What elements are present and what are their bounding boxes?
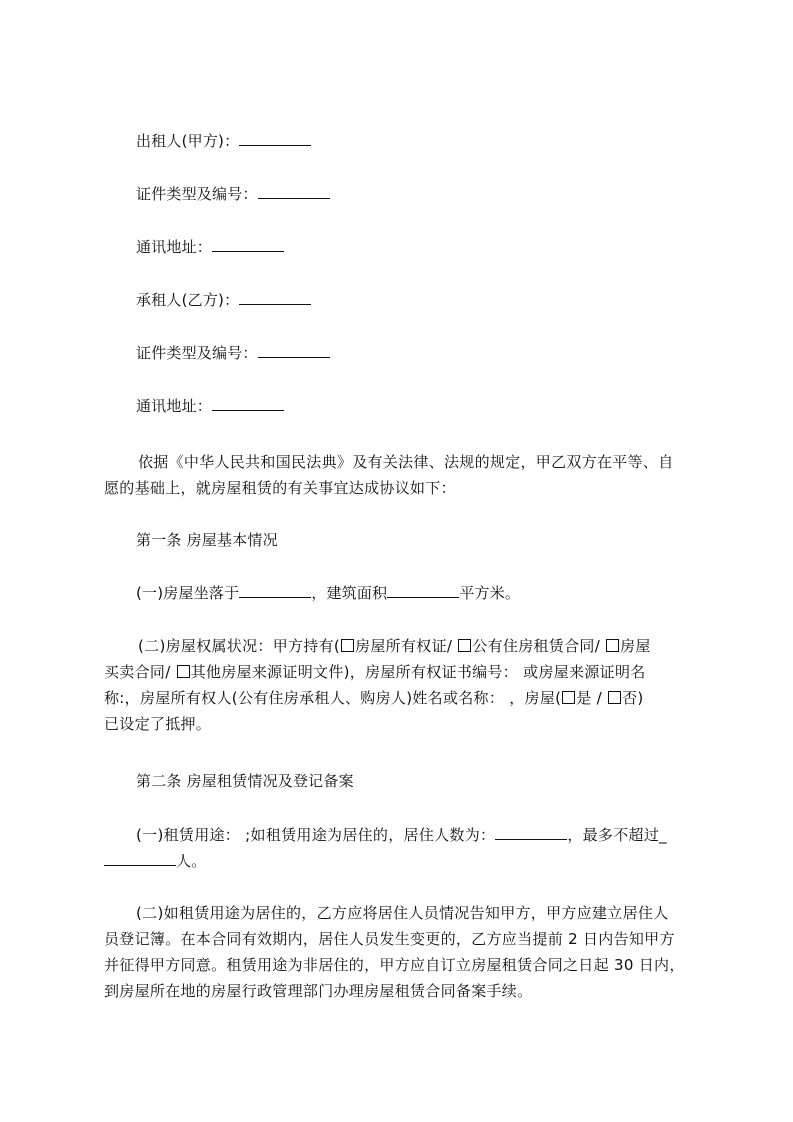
resident-count-blank[interactable] — [495, 825, 567, 840]
lessor-label: 出租人(甲方)： — [136, 132, 240, 150]
checkbox-mortgage-no[interactable] — [608, 691, 621, 704]
intro-line-1: 依据《中华人民共和国民法典》及有关法律、法规的规定，甲乙双方在平等、自 — [138, 453, 674, 471]
lessee-address-blank[interactable] — [212, 396, 284, 411]
article-2-item-1 — [104, 822, 700, 874]
checkbox-mortgage-yes[interactable] — [562, 691, 575, 704]
article-2-item-1-line-2 — [104, 848, 700, 874]
article-2-item-2-line-2: 员登记簿。在本合同有效期内，居住人员发生变更的，乙方应当提前 2 日内告知甲方 — [104, 930, 675, 948]
article-2-item-1-text-b: ，最多不超过_ — [567, 826, 667, 844]
checkbox-public-housing-lease[interactable] — [458, 639, 471, 652]
max-resident-blank[interactable] — [104, 851, 176, 866]
lessor-id-field — [136, 184, 330, 204]
lessor-blank[interactable] — [239, 131, 311, 146]
lessee-field — [136, 290, 311, 310]
checkbox-other-proof[interactable] — [177, 665, 190, 678]
item-2-text-3b: 是 / — [576, 689, 608, 707]
item-2-text-2b: 其他房屋来源证明文件)，房屋所有权证书编号： 或房屋来源证明名 — [190, 663, 646, 681]
article-1-item-1-text-a: (一)房屋坐落于 — [136, 584, 240, 602]
item-2-text-1b: 房屋所有权证/ — [355, 637, 458, 655]
article-1-item-2-line-2 — [104, 659, 700, 685]
article-2-item-2 — [104, 900, 700, 1004]
article-2-item-1-text-a: (一)租赁用途： ;如租赁用途为居住的，居住人数为： — [136, 826, 496, 844]
lessee-id-label: 证件类型及编号： — [136, 344, 258, 362]
checkbox-ownership-cert[interactable] — [341, 639, 354, 652]
item-2-text-3a: 称:，房屋所有权人(公有住房承租人、购房人)姓名或名称： ，房屋( — [104, 689, 562, 707]
article-1-item-2 — [104, 633, 700, 737]
lessee-id-field — [136, 343, 330, 363]
article-1-item-2-line-1 — [104, 633, 700, 659]
article-1-item-1 — [136, 583, 520, 603]
item-2-text-2a: 买卖合同/ — [104, 663, 176, 681]
lessee-label: 承租人(乙方)： — [136, 291, 240, 309]
article-2-item-1-line-1 — [104, 822, 700, 848]
article-2-item-2-line-3: 并征得甲方同意。租赁用途为非居住的，甲方应自订立房屋租赁合同之日起 30 日内， — [104, 956, 685, 974]
article-1-item-2-line-3 — [104, 685, 700, 711]
lessor-id-blank[interactable] — [258, 184, 330, 199]
article-1-item-1-text-c: 平方米。 — [459, 584, 521, 602]
article-2-title: 第二条 房屋租赁情况及登记备案 — [136, 772, 354, 790]
lessee-id-blank[interactable] — [258, 343, 330, 358]
lessee-blank[interactable] — [239, 290, 311, 305]
lessee-address-field — [136, 396, 284, 416]
area-blank[interactable] — [387, 583, 459, 598]
article-1-item-1-text-b: ，建筑面积 — [311, 584, 388, 602]
intro-line-2: 愿的基础上，就房屋租赁的有关事宜达成协议如下： — [104, 479, 456, 497]
lessor-address-label: 通讯地址： — [136, 238, 213, 256]
item-2-text-1d: 房屋 — [620, 637, 651, 655]
article-1-item-2-line-4: 已设定了抵押。 — [104, 715, 212, 733]
item-2-text-3c: 否) — [622, 689, 644, 707]
item-2-text-1a: (二)房屋权属状况：甲方持有( — [138, 637, 341, 655]
article-2-item-2-line-1: (二)如租赁用途为居住的，乙方应将居住人员情况告知甲方，甲方应建立居住人 — [136, 904, 669, 922]
lessor-address-field — [136, 237, 284, 257]
intro-paragraph — [104, 449, 700, 501]
item-2-text-1c: 公有住房租赁合同/ — [472, 637, 606, 655]
article-1-title: 第一条 房屋基本情况 — [136, 531, 278, 549]
article-2-item-1-text-c: 人。 — [176, 852, 207, 870]
location-blank[interactable] — [239, 583, 311, 598]
lessor-field — [136, 131, 311, 151]
lessor-id-label: 证件类型及编号： — [136, 185, 258, 203]
article-2-item-2-line-4: 到房屋所在地的房屋行政管理部门办理房屋租赁合同备案手续。 — [104, 982, 533, 1000]
lessor-address-blank[interactable] — [212, 237, 284, 252]
lessee-address-label: 通讯地址： — [136, 397, 213, 415]
checkbox-house-purchase[interactable] — [606, 639, 619, 652]
